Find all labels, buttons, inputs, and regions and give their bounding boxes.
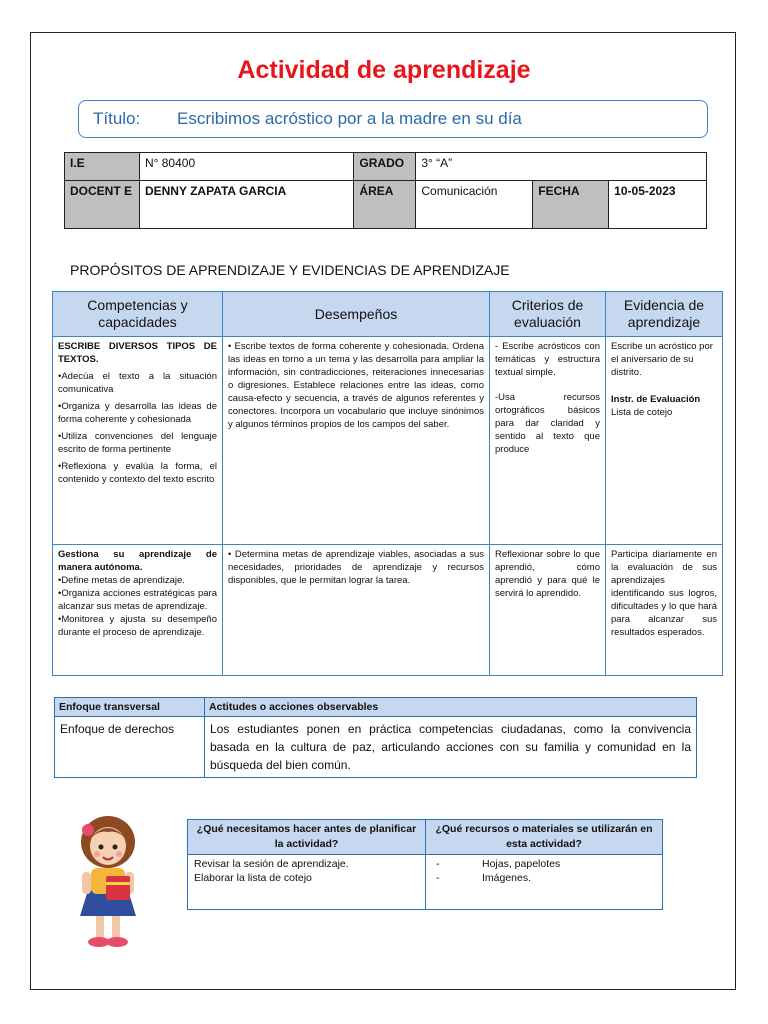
competencia-cell: [53, 337, 223, 545]
competencia-cell: [53, 545, 223, 676]
ie-value: N° 80400: [139, 153, 353, 181]
desempeno-cell: [223, 545, 490, 676]
enfoque-header: Enfoque transversal: [55, 698, 205, 717]
question-before: ¿Qué necesitamos hacer antes de planificar la actividad?: [188, 820, 426, 855]
criterio-item: -Usa recursos ortográficos básicos para dar claridad y sentido al texto que produce: [495, 392, 600, 455]
titulo-value: Escribimos acróstico por a la madre en su día: [177, 109, 522, 128]
criterios-cell: [490, 545, 606, 676]
header-competencias: Competencias y capacidades: [53, 292, 223, 337]
header-desempenos: Desempeños: [223, 292, 490, 337]
instr-value: Lista de cotejo: [611, 407, 673, 418]
evidencia-cell: [606, 337, 723, 545]
page-title: Actividad de aprendizaje: [237, 56, 531, 84]
ie-label: I.E: [65, 153, 140, 181]
docente-value: DENNY ZAPATA GARCIA: [139, 181, 353, 229]
info-table: [64, 152, 707, 229]
grado-label: GRADO: [354, 153, 416, 181]
competencia-title: ESCRIBE DIVERSOS TIPOS DE TEXTOS.: [58, 341, 217, 365]
resource-item: - Imágenes.: [432, 871, 656, 885]
before-item: Elaborar la lista de cotejo: [194, 872, 312, 884]
fecha-label: FECHA: [533, 181, 609, 229]
enfoque-description: Los estudiantes ponen en práctica competencias ciudadanas, como la convivencia basada en la cultura de paz, articulando acciones con su familia y comunidad en la búsqueda del bien común.: [205, 717, 697, 778]
enfoque-name: Enfoque de derechos: [55, 717, 205, 778]
titulo-label: Título:: [93, 109, 141, 128]
enfoque-table: [54, 697, 697, 778]
competencia-title: Gestiona su aprendizaje de manera autónoma.: [58, 549, 217, 573]
fecha-value: 10-05-2023: [609, 181, 707, 229]
materials-table: [187, 819, 663, 910]
capacidad-item: •Reflexiona y evalúa la forma, el contenido y contexto del texto escrito: [58, 461, 217, 485]
evidencia-text: Escribe un acróstico por el aniversario de su distrito.: [611, 341, 713, 378]
criterio-text: Reflexionar sobre lo que aprendió, cómo aprendió y para qué le servirá lo aprendido.: [495, 549, 600, 599]
resource-answers: [426, 855, 663, 910]
question-resources: ¿Qué recursos o materiales se utilizarán en esta actividad?: [426, 820, 663, 855]
capacidad-item: •Adecúa el texto a la situación comunicativa: [58, 371, 217, 395]
docente-label: DOCENT E: [65, 181, 140, 229]
capacidad-item: •Utiliza convenciones del lenguaje escrito de forma pertinente: [58, 431, 217, 455]
grado-value: 3° “A”: [416, 153, 707, 181]
instr-label: Instr. de Evaluación: [611, 394, 701, 405]
title-box: [78, 100, 708, 138]
header-criterios: Criterios de evaluación: [490, 292, 606, 337]
header-evidencia: Evidencia de aprendizaje: [606, 292, 723, 337]
capacidad-item: •Define metas de aprendizaje.: [58, 575, 185, 586]
criterio-item: - Escribe acrósticos con temáticas y estructura textual simple.: [495, 341, 600, 378]
capacidad-item: •Monitorea y ajusta su desempeño durante el proceso de aprendizaje.: [58, 614, 217, 638]
criterios-cell: [490, 337, 606, 545]
before-item: Revisar la sesión de aprendizaje.: [194, 858, 349, 870]
capacidad-item: •Organiza acciones estratégicas para alcanzar sus metas de aprendizaje.: [58, 588, 217, 612]
capacidad-item: •Organiza y desarrolla las ideas de forma coherente y cohesionada: [58, 401, 217, 425]
desempeno-cell: [223, 337, 490, 545]
desempeno-text: • Determina metas de aprendizaje viables, asociadas a sus necesidades, prioridades de aprendizaje y recursos disponibles, que le permitan lograr la tarea.: [228, 549, 484, 586]
before-answers: [188, 855, 426, 910]
girl-illustration: [66, 810, 150, 950]
purposes-table: [52, 291, 723, 676]
evidencia-text: Participa diariamente en la evaluación de sus aprendizajes identificando sus logros, dificultades y lo que hará para alcanzar sus resultados esperados.: [611, 549, 717, 638]
section-title: PROPÓSITOS DE APRENDIZAJE Y EVIDENCIAS DE APRENDIZAJE: [70, 262, 510, 278]
area-value: Comunicación: [416, 181, 533, 229]
area-label: ÁREA: [354, 181, 416, 229]
evidencia-cell: [606, 545, 723, 676]
resource-item: - Hojas, papelotes: [432, 857, 656, 871]
desempeno-text: • Escribe textos de forma coherente y cohesionada. Ordena las ideas en torno a un tema y las desarrolla para ampliar la información, sin contradicciones, reiteraciones innecesarias o digresiones. Establece relaciones entre las ideas, como causa-efecto y secuencia, a través de algunos referentes y conectores. Incorpora un vocabulario que incluye sinónimos y algunos términos propios de los campos del saber.: [228, 341, 484, 430]
actitudes-header: Actitudes o acciones observables: [205, 698, 697, 717]
